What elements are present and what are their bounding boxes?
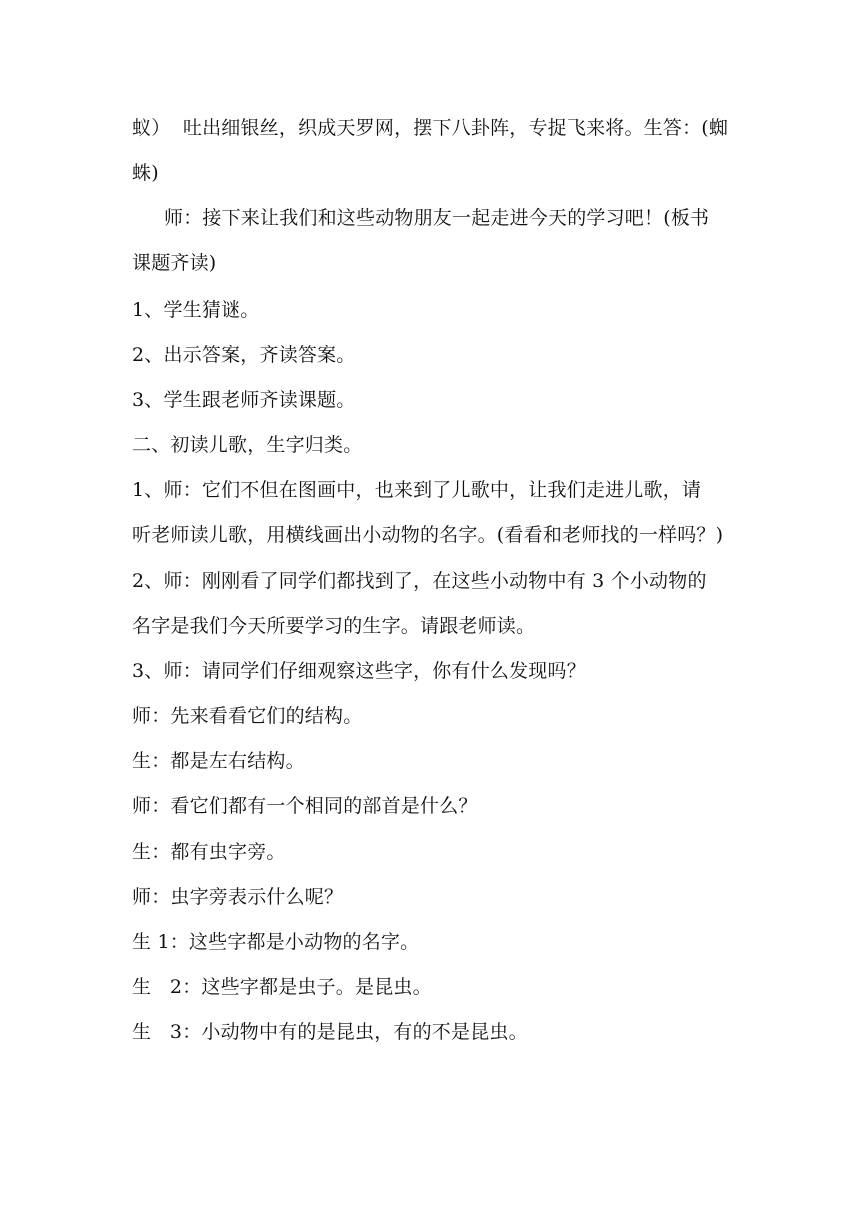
text-line-1: 蚁） 吐出细银丝，织成天罗网，摆下八卦阵，专捉飞来将。生答：(蜘 (132, 117, 729, 139)
text-line-14: 师：先来看看它们的结构。 (132, 705, 363, 727)
text-line-20: 生 2：这些字都是虫子。是昆虫。 (132, 976, 432, 998)
text-line-10: 听老师读儿歌，用横线画出小动物的名字。(看看和老师找的一样吗？) (132, 524, 724, 546)
text-line-19: 生 1：这些字都是小动物的名字。 (132, 931, 420, 953)
text-line-21: 生 3：小动物中有的是昆虫，有的不是昆虫。 (132, 1021, 528, 1043)
text-line-17: 生：都有虫字旁。 (132, 841, 286, 863)
text-line-18: 师：虫字旁表示什么呢？ (132, 886, 344, 908)
text-line-13: 3、师：请同学们仔细观察这些字，你有什么发现吗？ (132, 660, 586, 682)
text-line-5: 1、学生猜谜。 (132, 299, 260, 321)
text-line-9: 1、师：它们不但在图画中，也来到了儿歌中，让我们走进儿歌，请 (132, 479, 702, 501)
text-line-6: 2、出示答案，齐读答案。 (132, 344, 356, 366)
text-line-12: 名字是我们今天所要学习的生字。请跟老师读。 (132, 615, 536, 637)
text-line-4: 课题齐读) (132, 252, 217, 274)
text-line-15: 生：都是左右结构。 (132, 750, 305, 772)
text-line-2: 蛛) (132, 162, 159, 184)
text-line-7: 3、学生跟老师齐读课题。 (132, 389, 356, 411)
text-line-16: 师：看它们都有一个相同的部首是什么？ (132, 795, 478, 817)
text-line-11: 2、师：刚刚看了同学们都找到了，在这些小动物中有 3 个小动物的 (132, 570, 707, 592)
text-line-3: 师：接下来让我们和这些动物朋友一起走进今天的学习吧！(板书 (164, 207, 710, 229)
text-line-8: 二、初读儿歌，生字归类。 (132, 434, 363, 456)
